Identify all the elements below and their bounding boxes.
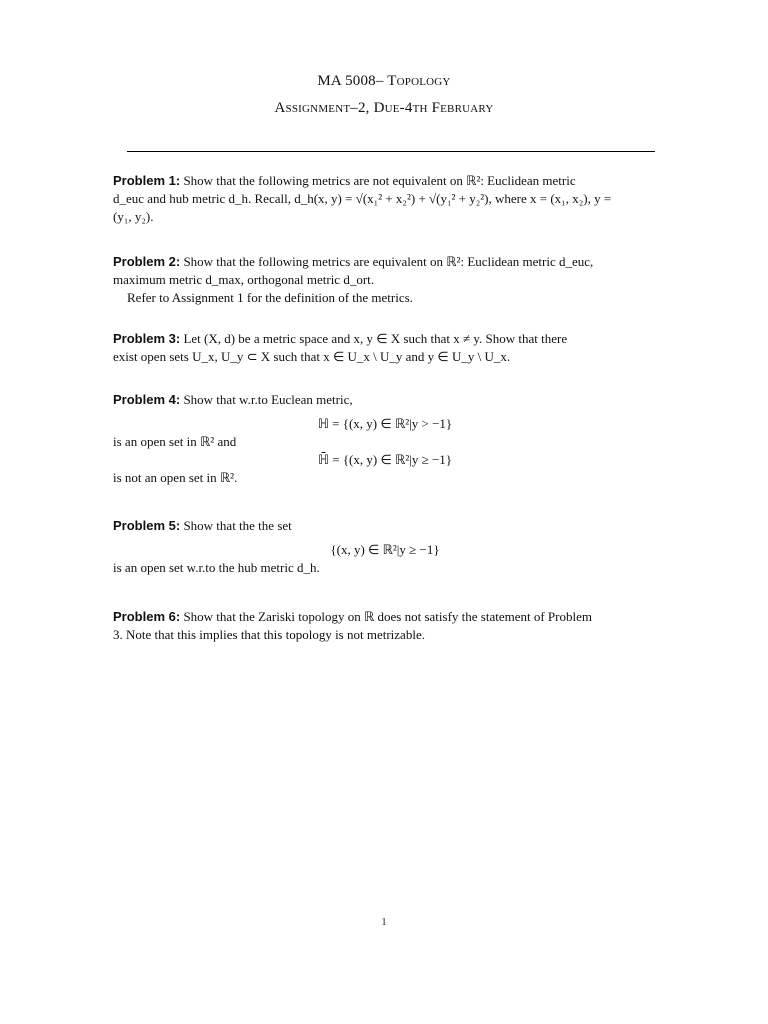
problem-4-label: Problem 4: xyxy=(113,392,181,407)
problem-3-line-1: Let (X, d) be a metric space and x, y ∈ X such that x ≠ y. Show that there xyxy=(183,331,568,346)
assignment-title: Assignment–2, Due-4th February xyxy=(274,100,494,116)
problem-2-line-2: maximum metric d_max, orthogonal metric d_ort. xyxy=(113,272,375,287)
problem-6-line-2: 3. Note that this implies that this topology is not metrizable. xyxy=(113,627,425,642)
problem-5-equation: {(x, y) ∈ ℝ²|y ≥ −1} xyxy=(330,542,440,557)
problem-5-line-1: Show that the the set xyxy=(183,518,292,533)
course-title: MA 5008– Topology xyxy=(317,73,451,89)
problem-4-equation-1: ℍ = {(x, y) ∈ ℝ²|y > −1} xyxy=(317,416,453,431)
problem-3-line-2: exist open sets U_x, U_y ⊂ X such that x ∈ U_x \ U_y and y ∈ U_y \ U_x. xyxy=(113,349,511,364)
problem-5 xyxy=(113,517,657,577)
problem-4 xyxy=(113,391,657,487)
problem-4-line-1: Show that w.r.to Euclean metric, xyxy=(183,392,353,407)
problem-6-label: Problem 6: xyxy=(113,609,181,624)
problem-6-line-1: Show that the Zariski topology on ℝ does not satisfy the statement of Problem xyxy=(183,609,592,624)
problem-2-label: Problem 2: xyxy=(113,254,181,269)
problem-1 xyxy=(113,172,657,226)
problem-1-line-2: d_euc and hub metric d_h. Recall, d_h(x, y) = √(x₁² + x₂²) + √(y₁² + y₂²), where x = (x₁, x₂), y = xyxy=(113,191,612,206)
header-divider xyxy=(127,151,655,152)
problem-2 xyxy=(113,253,657,307)
problem-3-label: Problem 3: xyxy=(113,331,181,346)
problem-5-label: Problem 5: xyxy=(113,518,181,533)
problem-3 xyxy=(113,330,657,366)
problem-6 xyxy=(113,608,657,644)
problem-1-line-1: Show that the following metrics are not equivalent on ℝ²: Euclidean metric xyxy=(183,173,576,188)
problem-4-equation-2: ℍ̄ = {(x, y) ∈ ℝ²|y ≥ −1} xyxy=(317,452,453,467)
problem-1-line-3: (y₁, y₂). xyxy=(113,209,154,224)
page-number: 1 xyxy=(381,917,387,928)
problem-2-line-3: Refer to Assignment 1 for the definition of the metrics. xyxy=(127,290,413,305)
problem-4-line-5: is not an open set in ℝ². xyxy=(113,470,238,485)
problem-2-line-1: Show that the following metrics are equivalent on ℝ²: Euclidean metric d_euc, xyxy=(183,254,594,269)
problem-1-label: Problem 1: xyxy=(113,173,181,188)
problem-5-line-3: is an open set w.r.to the hub metric d_h. xyxy=(113,560,320,575)
problem-4-line-3: is an open set in ℝ² and xyxy=(113,434,237,449)
